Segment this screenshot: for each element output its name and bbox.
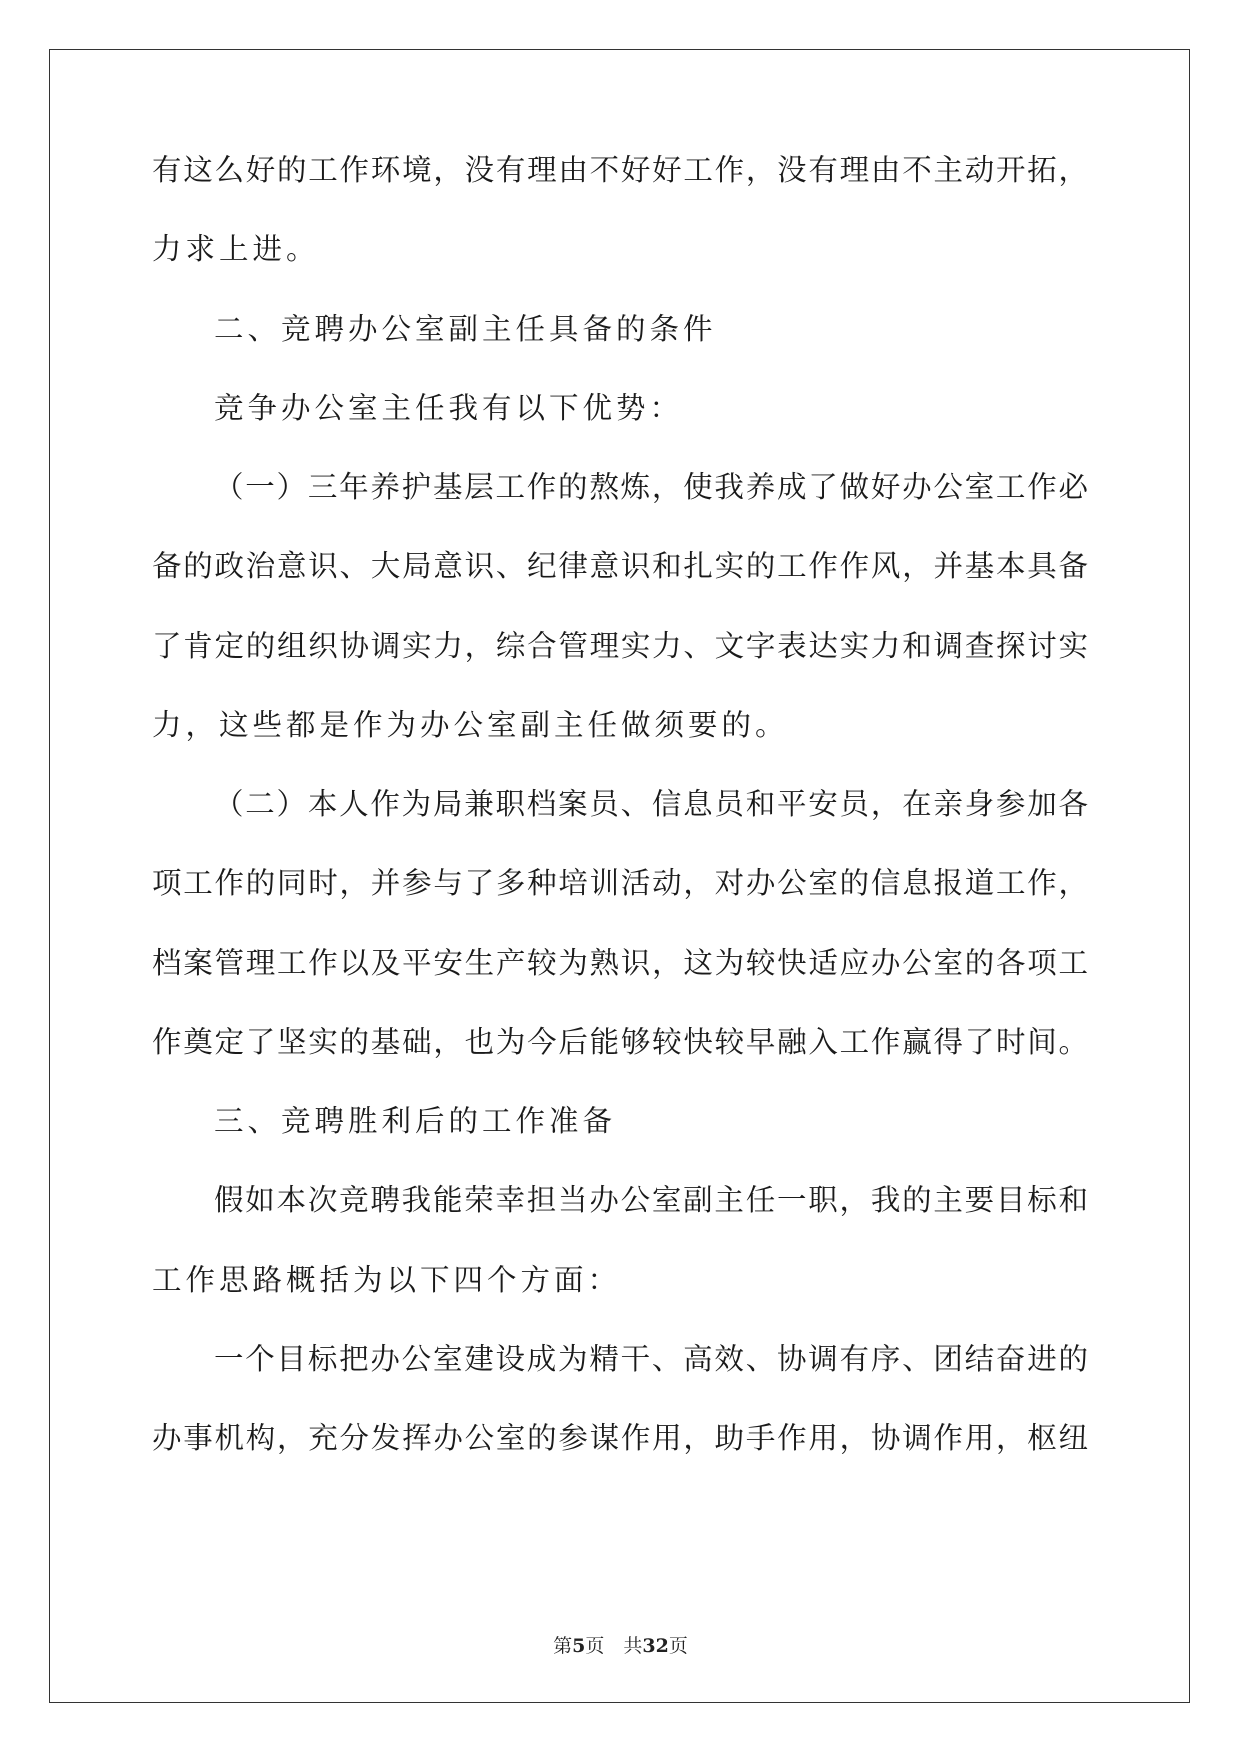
text-line: 力，这些都是作为办公室副主任做须要的。 xyxy=(152,708,789,742)
page-number: 5 xyxy=(572,1635,586,1657)
text-line: 项工作的同时，并参与了多种培训活动，对办公室的信息报道工作， xyxy=(152,866,1088,900)
section-heading: 三、竞聘胜利后的工作准备 xyxy=(214,1104,617,1138)
text-line: （一）三年养护基层工作的熬炼，使我养成了做好办公室工作必 xyxy=(214,470,1088,504)
text-line: 竞争办公室主任我有以下优势： xyxy=(214,391,684,425)
text-line: 档案管理工作以及平安生产较为熟识，这为较快适应办公室的各项工 xyxy=(152,946,1088,980)
footer-prefix: 第 xyxy=(553,1635,573,1657)
total-pages: 32 xyxy=(642,1635,669,1657)
text-line: 工作思路概括为以下四个方面： xyxy=(152,1263,622,1297)
text-line: （二）本人作为局兼职档案员、信息员和平安员，在亲身参加各 xyxy=(214,787,1088,821)
text-line: 假如本次竞聘我能荣幸担当办公室副主任一职，我的主要目标和 xyxy=(214,1183,1088,1217)
text-line: 有这么好的工作环境，没有理由不好好工作，没有理由不主动开拓， xyxy=(152,153,1088,187)
text-line: 备的政治意识、大局意识、纪律意识和扎实的工作作风，并基本具备 xyxy=(152,549,1088,583)
page-footer xyxy=(0,1633,1241,1659)
footer-middle: 页 共 xyxy=(585,1635,643,1657)
section-heading: 二、竞聘办公室副主任具备的条件 xyxy=(214,312,717,346)
footer-suffix: 页 xyxy=(668,1635,688,1657)
text-line: 一个目标把办公室建设成为精干、高效、协调有序、团结奋进的 xyxy=(214,1342,1088,1376)
text-line: 办事机构，充分发挥办公室的参谋作用，助手作用，协调作用，枢纽 xyxy=(152,1421,1088,1455)
text-line: 了肯定的组织协调实力，综合管理实力、文字表达实力和调查探讨实 xyxy=(152,629,1088,663)
text-line: 作奠定了坚实的基础，也为今后能够较快较早融入工作赢得了时间。 xyxy=(152,1025,1088,1059)
text-line: 力求上进。 xyxy=(152,232,320,266)
